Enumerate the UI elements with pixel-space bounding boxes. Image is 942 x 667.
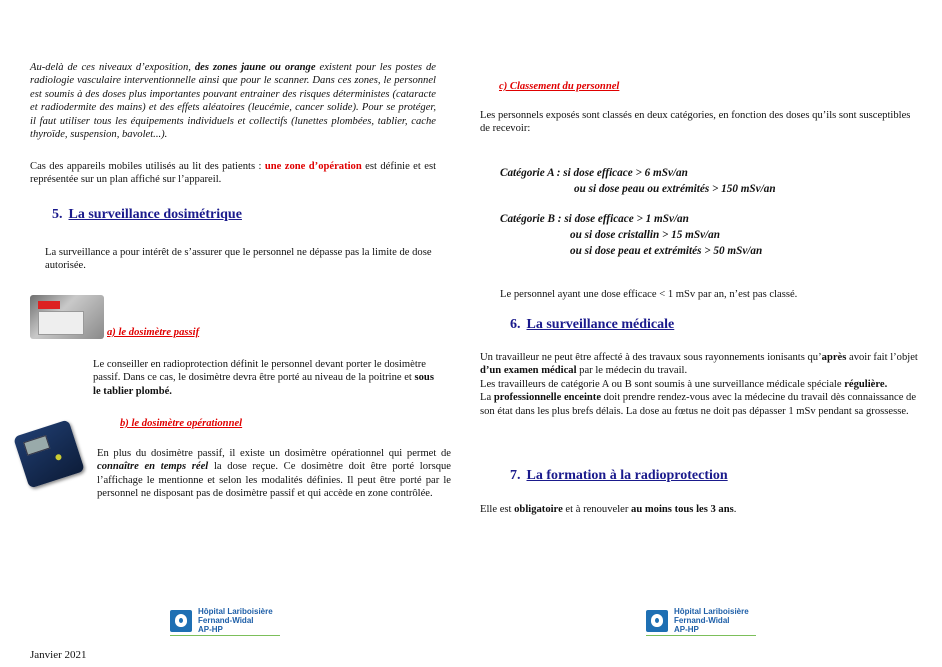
category-b-line1: Catégorie B : si dose efficace > 1 mSv/an [500, 213, 689, 225]
surveillance-text: La surveillance a pour intérêt de s’assurer que le personnel ne dépasse pas la limite de dose autorisée. [45, 247, 432, 272]
passive-dosimeter-image [30, 295, 104, 339]
section-7-heading: 7. La formation à la radioprotection [510, 468, 728, 483]
operational-dosimeter-title: b) le dosimètre opérationnel [120, 418, 243, 429]
category-a-line1: Catégorie A : si dose efficace > 6 mSv/an [500, 167, 688, 179]
category-b-line2: ou si dose cristallin > 15 mSv/an [570, 229, 720, 241]
mobile-devices-paragraph: Cas des appareils mobiles utilisés au lit des patients : une zone d’opération est définie et est représentée sur un plan affiché sur l’appareil. [30, 161, 437, 186]
hospital-logo-icon [170, 610, 192, 632]
classement-title: c) Classement du personnel [499, 81, 620, 92]
training-text: Elle est obligatoire et à renouveler au moins tous les 3 ans. [480, 504, 737, 515]
passive-dosimeter-text: Le conseiller en radioprotection définit le personnel devant porter le dosimètre passif. Dans ce cas, le dosimètre devra être porté au niveau de la poitrine et sous le tablier plombé. [93, 359, 434, 397]
non-classified-text: Le personnel ayant une dose efficace < 1 mSv par an, n’est pas classé. [500, 289, 798, 300]
operational-dosimeter-text: En plus du dosimètre passif, il existe un dosimètre opérationnel qui permet de connaître en temps réel la dose reçue. Ce dosimètre doit être porté lorsque l’affichage le mentionne et selon les modalités définies. Il peut être porté par le personnel ne disposant pas de dosimètre passif et qui accède en zone contrôlée. [97, 448, 451, 500]
date-footer: Janvier 2021 [30, 649, 87, 661]
passive-dosimeter-title: a) le dosimètre passif [107, 327, 200, 338]
category-a-line2: ou si dose peau ou extrémités > 150 mSv/an [574, 183, 776, 195]
classement-text: Les personnels exposés sont classés en deux catégories, en fonction des doses qu’ils sont susceptibles de recevoir: [480, 110, 911, 135]
intro-paragraph: Au-delà de ces niveaux d’exposition, des zones jaune ou orange existent pour les postes de radiologie vasculaire interventionnelle ainsi que pour le scanner. Dans ces zones, le personnel est soumis à des doses plus importantes pouvant entrainer des risques déterministes (cataracte et radiodermite des mains) et des effets aléatoires (leucémie, cancer solide). Pour se protéger, il faut utiliser tous les équipements individuels et collectifs (lunettes plombées, tablier, cache thyroïde, suspension, bavolet...). [30, 62, 436, 141]
operational-dosimeter-image [14, 419, 86, 487]
hospital-logo-icon [646, 610, 668, 632]
medical-surveillance-text: Un travailleur ne peut être affecté à des travaux sous rayonnements ionisants qu’après avoir fait l’objet d’un examen médical par le médecin du travail. Les travailleurs de catégorie A ou B sont soumis à une surveillance médicale spéciale régulière. La professionnelle enceinte doit prendre rendez-vous avec la médecine du travail dès connaissance de son état dans les plus brefs délais. La dose au fœtus ne doit pas dépasser 1 mSv pendant sa grossesse. [480, 352, 918, 417]
hospital-logo-left: Hôpital Lariboisière Fernand-Widal AP-HP [170, 607, 280, 636]
hospital-logo-right: Hôpital Lariboisière Fernand-Widal AP-HP [646, 607, 756, 636]
category-b-line3: ou si dose peau et extrémités > 50 mSv/an [570, 245, 763, 257]
section-6-heading: 6. La surveillance médicale [510, 317, 675, 332]
section-5-heading: 5. La surveillance dosimétrique [52, 207, 242, 222]
